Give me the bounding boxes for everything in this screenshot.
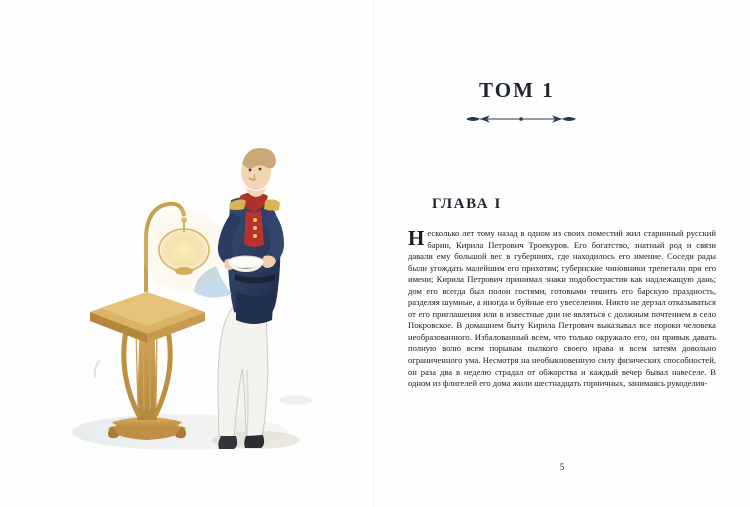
- volume-title: ТОМ 1: [479, 78, 555, 102]
- chapter-title: ГЛАВА I: [432, 196, 502, 212]
- watercolor-illustration-young-man-with-oil-lamp: [60, 60, 340, 460]
- boot-left: [218, 436, 237, 449]
- page-number: 5: [559, 462, 565, 472]
- body-text-content: есколько лет тому назад в одном из своих поместий жил старинный русский барин, Кирила Петрович Троекуров. Его богатство, знатный род и связи давали ему большой вес в губерниях, где находилось его имение. Соседи рады были угождать малейшим его прихотям; губернские чиновники трепетали при его имени; Кирила Петрович принимал знаки подобострастия как надлежащую дань; дом его всегда был полон гостями, готовыми тешить его барскую праздность, разделяя шумные, а иногда и буйные его увеселения. Никто не дерзал отказываться от его приглашения или в известные дни не являться с должным почтением в село Покровское. В домашнем быту Кирила Петрович выказывал все пороки человека необразованного. Избалованный всем, что только окружало его, он привык давать полную волю всем порывам пылкого своего нрава и всем затеям довольно ограниченного ума. Несмотря на необыкновенную силу физических способностей, он раза два в неделю страдал от обжорства и каждый вечер бывал навеселе. В одном из флигелей его дома жили шестнадцать горничных, занимаясь рукоделия-: [408, 228, 716, 389]
- right-page: [374, 0, 750, 507]
- boot-right: [244, 435, 264, 448]
- epaulette-right: [264, 199, 280, 210]
- left-page: [0, 0, 374, 507]
- body-paragraph: [408, 228, 716, 390]
- drop-cap: Н: [408, 226, 425, 250]
- double-ended-arrow-ornament-icon: [466, 112, 576, 126]
